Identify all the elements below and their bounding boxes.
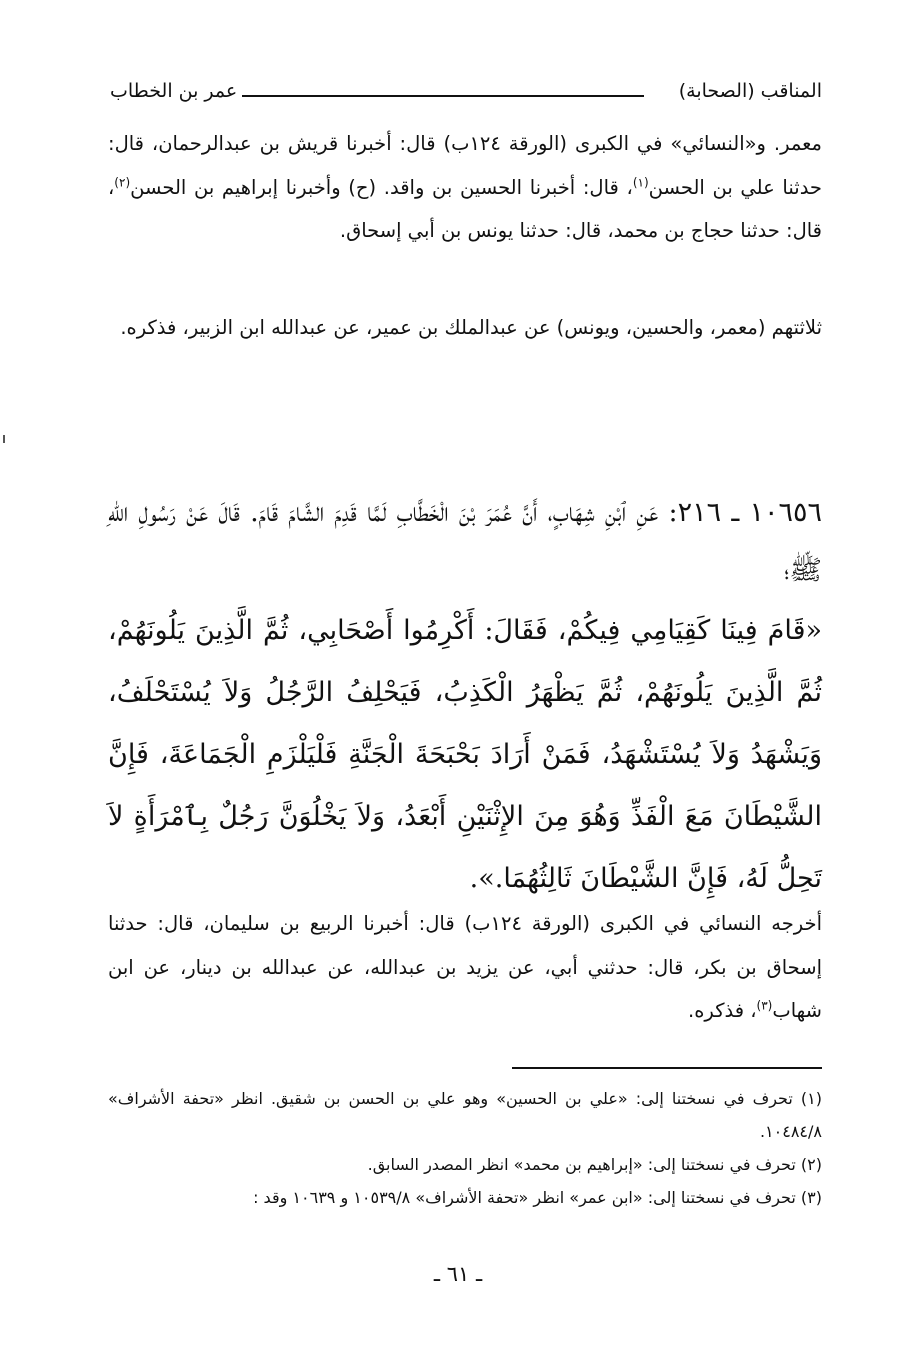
isnad-text-part1: معمر. و«النسائي» في الكبرى (الورقة ١٢٤ب) قال: أخبرنا قريش بن عبدالرحمان، قال: حدثنا علي بن الحسن bbox=[108, 132, 822, 199]
header-section-title: المناقب (الصحابة) bbox=[678, 80, 822, 102]
footnote-separator bbox=[512, 1067, 822, 1069]
hadith-heading bbox=[108, 484, 822, 600]
footnote-ref-3: (٣) bbox=[756, 998, 773, 1013]
takhrij-text-part2: ، فذكره. bbox=[688, 999, 757, 1022]
footnote-ref-1: (١) bbox=[632, 175, 649, 189]
scan-artifact bbox=[3, 435, 5, 443]
isnad-text-part3: ، قال: حدثنا حجاج بن محمد، قال: حدثنا يونس بن أبي إسحاق. bbox=[108, 175, 822, 242]
takhrij-paragraph bbox=[108, 902, 822, 1033]
header-rule bbox=[242, 95, 644, 97]
hadith-body-text: «قَامَ فِينَا كَقِيَامِي فِيكُمْ، فَقَالَ: أَكْرِمُوا أَصْحَابِي، ثُمَّ الَّذِينَ يَلُونَهُمْ، ثُمَّ الَّذِينَ يَلُونَهُمْ، ثُمَّ يَظْهَرُ الْكَذِبُ، فَيَحْلِفُ الرَّجُلُ وَلاَ يُسْتَحْلَفُ، وَيَشْهَدُ وَلاَ يُسْتَشْهَدُ، فَمَنْ أَرَادَ بَحْبَحَةَ الْجَنَّةِ فَلْيَلْزَمِ الْجَمَاعَةَ، فَإِنَّ الشَّيْطَانَ مَعَ الْفَذِّ وَهُوَ مِنَ الإِثْنَيْنِ أَبْعَدُ، وَلاَ يَخْلُوَنَّ رَجُلٌ بِٱمْرَأَةٍ لاَ تَحِلُّ لَهُ، فَإِنَّ الشَّيْطَانَ ثَالِثُهُمَا.». bbox=[108, 615, 822, 894]
footnote-ref-2: (٢) bbox=[114, 175, 131, 189]
isnad-summary-text: ثلاثتهم (معمر، والحسين، ويونس) عن عبدالملك بن عمير، عن عبدالله ابن الزبير، فذكره. bbox=[120, 316, 822, 339]
footnotes bbox=[108, 1082, 822, 1214]
page-number: ـ ٦١ ـ bbox=[433, 1262, 483, 1286]
header-subject-title: عمر بن الخطاب bbox=[110, 80, 238, 102]
footnote-2: (٢) تحرف في نسختنا إلى: «إبراهيم بن محمد» انظر المصدر السابق. bbox=[367, 1155, 822, 1174]
isnad-summary-paragraph bbox=[108, 306, 822, 349]
footnote-1: (١) تحرف في نسختنا إلى: «علي بن الحسين» وهو علي بن الحسن بن شقيق. انظر «تحفة الأشراف» ١٠٤٨٤/٨. bbox=[108, 1089, 822, 1141]
footnote-3: (٣) تحرف في نسختنا إلى: «ابن عمر» انظر «تحفة الأشراف» ١٠٥٣٩/٨ و ١٠٦٣٩ وقد : bbox=[253, 1188, 822, 1207]
hadith-title-text: ١٠٦٥٦ ـ ٢١٦: عَنِ ٱبْنِ شِهَابٍ، أَنَّ عُمَرَ بْنَ الْخَطَّابِ لَمَّا قَدِمَ الشَّامَ قَامَ. قَالَ عَنْ رَسُولِ اللهِ ﷺ؛ bbox=[108, 497, 822, 586]
isnad-text-part2: ، قال: أخبرنا الحسين بن واقد. (ح) وأخبرنا إبراهيم بن الحسن bbox=[130, 175, 633, 199]
running-header bbox=[110, 76, 822, 108]
hadith-body bbox=[108, 600, 822, 910]
isnad-paragraph bbox=[108, 122, 822, 253]
takhrij-text-part1: أخرجه النسائي في الكبرى (الورقة ١٢٤ب) قال: أخبرنا الربيع بن سليمان، قال: حدثنا إسحاق بن بكر، قال: حدثني أبي، عن يزيد بن عبدالله، عن عبدالله بن دينار، عن ابن شهاب bbox=[108, 912, 822, 1022]
